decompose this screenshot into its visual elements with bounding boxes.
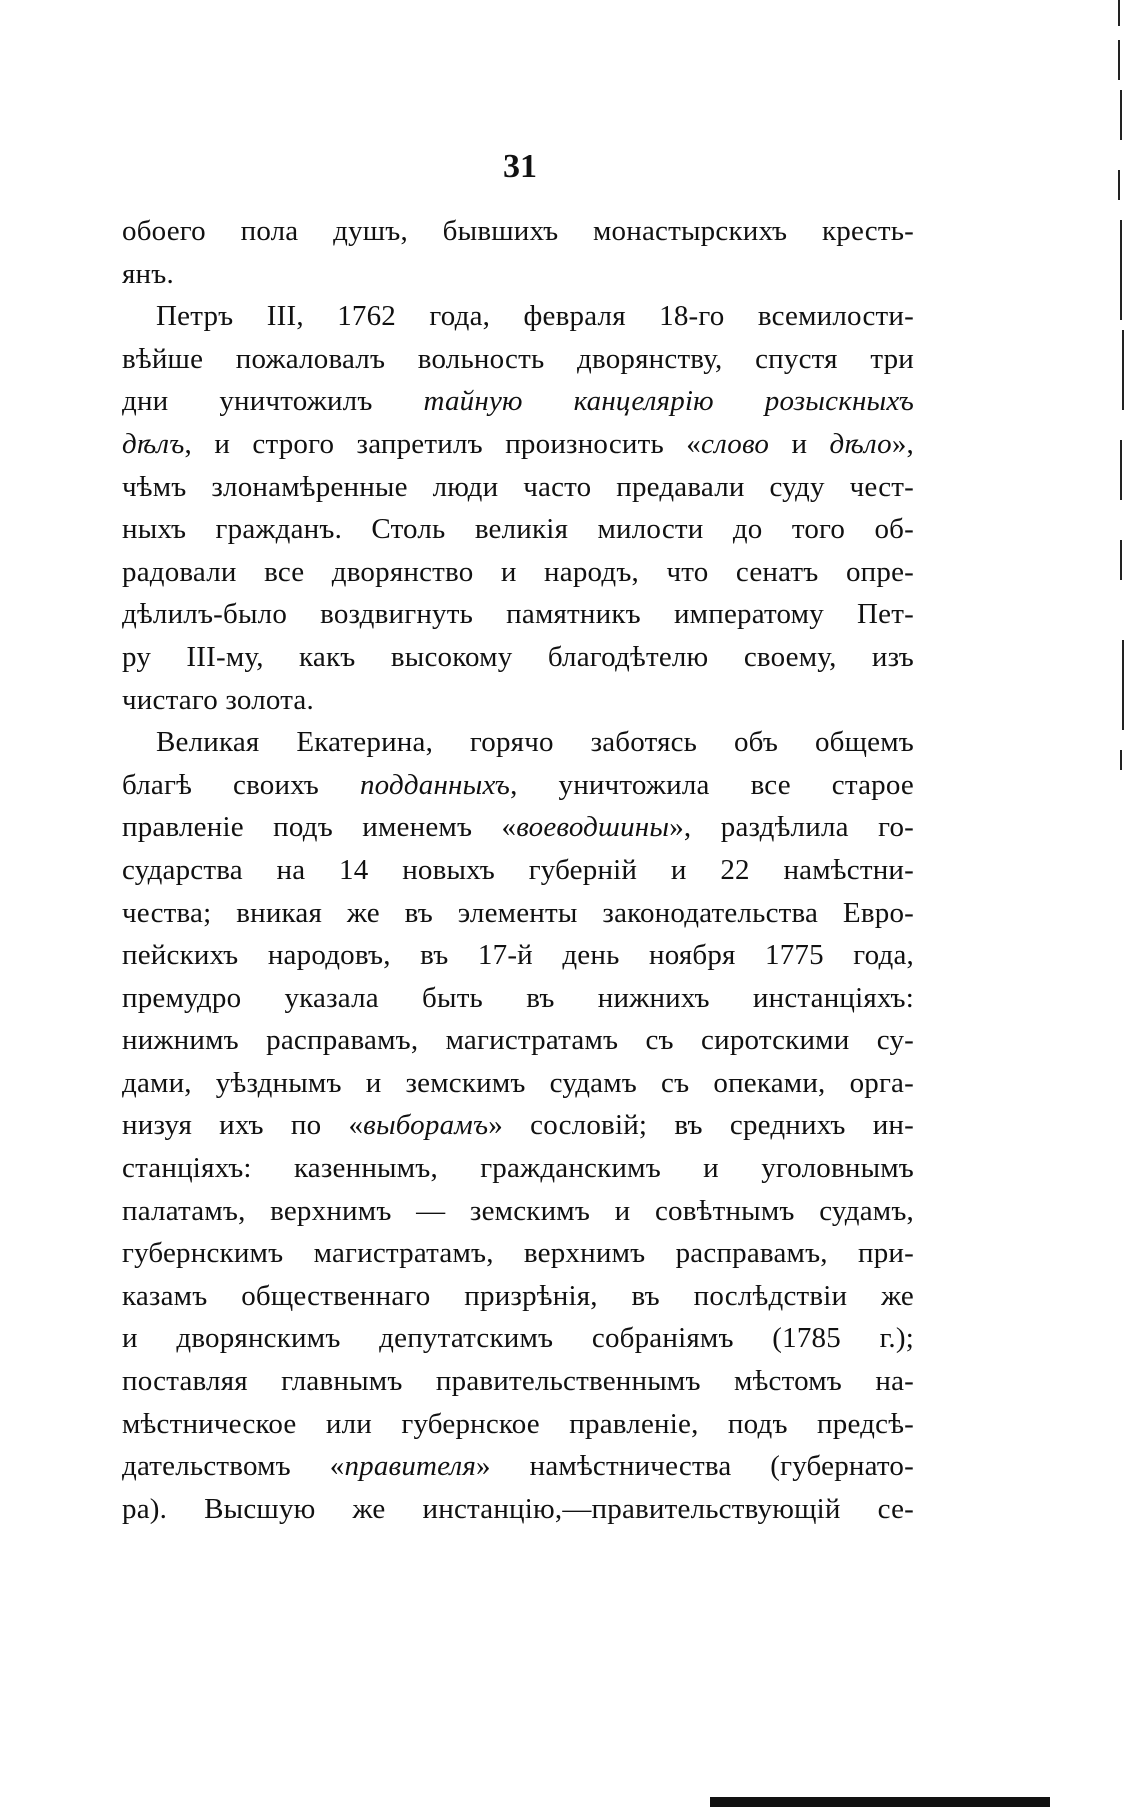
text-line bbox=[122, 721, 914, 764]
italic-text-segment: тайную канцелярію розыскныхъ bbox=[423, 385, 914, 418]
text-line bbox=[122, 1275, 914, 1318]
text-segment: пейскихъ народовъ, въ 17-й день ноября 1775 года, bbox=[122, 939, 914, 972]
italic-text-segment: дѣлъ bbox=[122, 427, 185, 460]
text-segment: сударства на 14 новыхъ губерній и 22 намѣстни- bbox=[122, 853, 914, 886]
text-segment: ра). Высшую же инстанцію,—правительствующій се- bbox=[122, 1492, 914, 1525]
text-segment: и дворянскимъ депутатскимъ собраніямъ (1785 г.); bbox=[122, 1322, 914, 1355]
text-segment: губернскимъ магистратамъ, верхнимъ расправамъ, при- bbox=[122, 1237, 914, 1270]
text-line bbox=[122, 892, 914, 935]
italic-text-segment: слово bbox=[701, 427, 770, 460]
text-segment: ру III-му, какъ высокому благодѣтелю своему, изъ bbox=[122, 640, 914, 673]
text-segment: нижнимъ расправамъ, магистратамъ съ сиротскими су- bbox=[122, 1024, 914, 1057]
text-line bbox=[122, 210, 914, 253]
text-segment: чистаго золота. bbox=[122, 683, 314, 716]
text-line bbox=[122, 1317, 914, 1360]
text-segment: дами, уѣзднымъ и земскимъ судамъ съ опеками, орга- bbox=[122, 1066, 914, 1099]
text-segment: и bbox=[769, 427, 830, 460]
text-segment: , уничтожила все старое bbox=[510, 768, 914, 801]
page-number: 31 bbox=[503, 148, 537, 185]
text-segment: , и строго запретилъ произносить « bbox=[184, 427, 701, 460]
italic-text-segment: дѣло bbox=[829, 427, 892, 460]
text-segment: обоего пола душъ, бывшихъ монастырскихъ кресть- bbox=[122, 215, 914, 247]
body-text bbox=[122, 210, 914, 1530]
text-line bbox=[122, 508, 914, 551]
text-line bbox=[122, 977, 914, 1020]
text-line bbox=[122, 466, 914, 509]
text-segment: радовали все дворянство и народъ, что сенатъ опре- bbox=[122, 555, 914, 588]
text-segment: » намѣстничества (губернато- bbox=[476, 1450, 914, 1483]
text-line bbox=[122, 764, 914, 807]
text-segment: низуя ихъ по « bbox=[122, 1109, 364, 1142]
text-segment: правленіе подъ именемъ « bbox=[122, 811, 517, 844]
text-segment: дни уничтожилъ bbox=[122, 385, 424, 418]
italic-text-segment: подданныхъ bbox=[359, 768, 511, 801]
text-line bbox=[122, 1445, 914, 1488]
text-segment: мѣстническое или губернское правленіе, подъ предсѣ- bbox=[122, 1407, 914, 1440]
text-line bbox=[122, 593, 914, 636]
text-segment: дѣлилъ-было воздвигнуть памятникъ императому Пет- bbox=[122, 598, 914, 631]
text-segment: ныхъ гражданъ. Столь великія милости до того об- bbox=[122, 513, 914, 546]
text-line bbox=[122, 1019, 914, 1062]
text-segment: палатамъ, верхнимъ — земскимъ и совѣтнымъ судамъ, bbox=[122, 1194, 914, 1227]
text-line bbox=[122, 1360, 914, 1403]
text-line bbox=[122, 295, 914, 338]
italic-text-segment: правителя bbox=[344, 1450, 477, 1483]
text-segment: дательствомъ « bbox=[122, 1450, 345, 1483]
text-segment: премудро указала быть въ нижнихъ инстанціяхъ: bbox=[122, 981, 914, 1014]
text-segment: Великая Екатерина, горячо заботясь объ общемъ bbox=[156, 726, 914, 759]
text-line bbox=[122, 636, 914, 679]
text-segment: » сословій; въ среднихъ ин- bbox=[488, 1109, 915, 1142]
text-line bbox=[122, 679, 914, 722]
text-segment: Петръ III, 1762 года, февраля 18-го всемилости- bbox=[156, 300, 914, 333]
text-line bbox=[122, 423, 914, 466]
text-segment: », раздѣлила го- bbox=[669, 811, 914, 844]
text-segment: чества; вникая же въ элементы законодательства Евро- bbox=[122, 896, 914, 929]
text-segment: янъ. bbox=[122, 257, 174, 290]
text-line bbox=[122, 338, 914, 381]
text-line bbox=[122, 934, 914, 977]
text-line bbox=[122, 1190, 914, 1233]
text-line bbox=[122, 849, 914, 892]
text-line bbox=[122, 1062, 914, 1105]
text-line bbox=[122, 1403, 914, 1446]
italic-text-segment: выборамъ bbox=[363, 1109, 489, 1142]
text-line bbox=[122, 1104, 914, 1147]
text-line bbox=[122, 1147, 914, 1190]
scan-edge-marks bbox=[1110, 0, 1140, 1807]
scan-edge-bar bbox=[710, 1797, 1050, 1807]
text-segment: чѣмъ злонамѣренные люди часто предавали суду чест- bbox=[122, 470, 914, 503]
text-segment: », bbox=[891, 427, 914, 460]
text-segment: казамъ общественнаго призрѣнія, въ послѣдствіи же bbox=[122, 1279, 914, 1312]
text-line bbox=[122, 380, 914, 423]
text-line bbox=[122, 1232, 914, 1275]
text-line bbox=[122, 551, 914, 594]
text-line bbox=[122, 806, 914, 849]
text-line bbox=[122, 1488, 914, 1531]
text-segment: станціяхъ: казеннымъ, гражданскимъ и уголовнымъ bbox=[122, 1152, 914, 1185]
italic-text-segment: воеводшины bbox=[516, 811, 670, 844]
text-segment: благѣ своихъ bbox=[122, 768, 360, 801]
text-segment: поставляя главнымъ правительственнымъ мѣстомъ на- bbox=[122, 1365, 914, 1398]
text-line bbox=[122, 253, 914, 296]
text-segment: вѣйше пожаловалъ вольность дворянству, спустя три bbox=[122, 342, 914, 375]
